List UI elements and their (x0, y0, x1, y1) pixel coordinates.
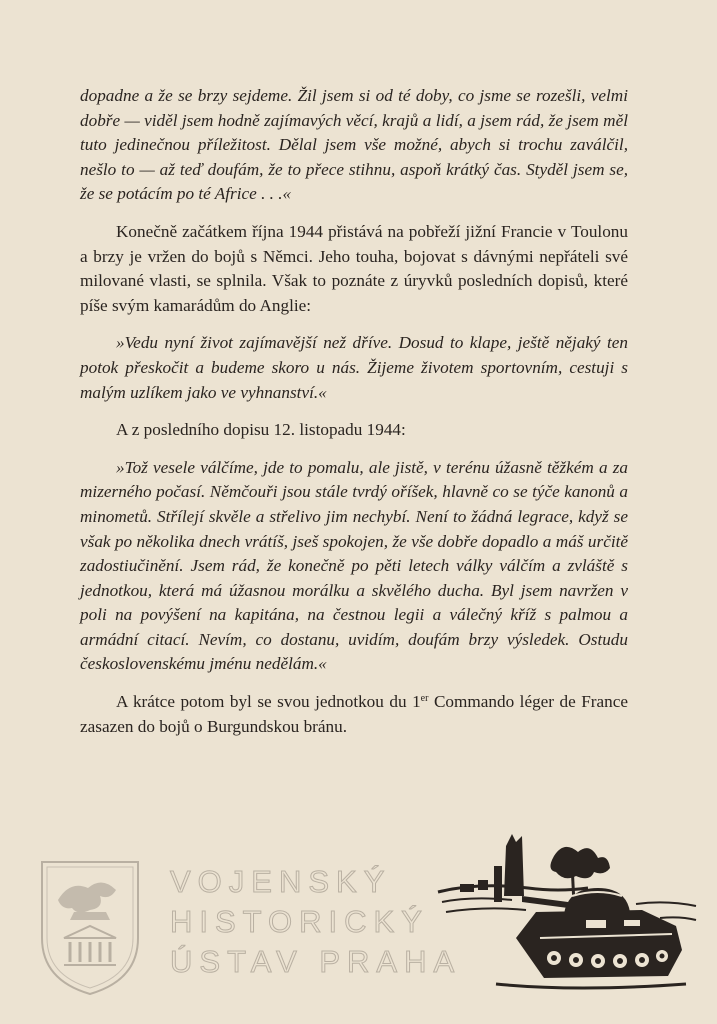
institute-crest-icon (38, 858, 142, 998)
watermark-line-1: VOJENSKÝ (170, 864, 392, 899)
watermark-text (170, 862, 461, 982)
tank-illustration-icon (436, 826, 698, 996)
paragraph-3: »Vedu nyní život zajímavější než dříve. Dosud to klape, ještě nějaký ten potok přeskočit a budeme skoro u nás. Žijeme životem sportovním, cestuji s malým uzlíkem jako ve vyhnanství.« (80, 333, 628, 402)
paragraph-6-after: Commando léger de France zasazen do bojů o Burgundskou bránu. (80, 692, 629, 736)
paragraph-6 (80, 690, 628, 739)
paragraph-6-before: A krátce potom byl se svou jednotkou du 1 (116, 692, 421, 712)
paragraph-5: »Tož vesele válčíme, jde to pomalu, ale jistě, v terénu úžasně těžkém a za mizerného počasí. Němčouři jsou stále tvrdý oříšek, hlavně co se týče kanonů a minometů. Střílejí skvěle a střelivo jim nechybí. Není to žádná legrace, když se však po několika dnech vrátíš, jseš spokojen, že vše dobře dopadlo a máš určitě zadostiučinění. Jsem rád, že konečně po pěti letech války válčím a zvláště s jednotkou, která má úžasnou morálku a skvělého ducha. Byl jsem navržen v poli na povýšení na kapitána, na čestnou legii a válečný kříž s palmou a armádní citací. Nevím, co dostanu, uvidím, doufám brzy výsledek. Ostudu československému jménu nedělám.« (80, 457, 628, 674)
paragraph-4: A z posledního dopisu 12. listopadu 1944: (116, 420, 406, 440)
body-text (80, 84, 628, 739)
watermark-line-2: HISTORICKÝ (170, 904, 429, 939)
watermark-line-3: ÚSTAV PRAHA (170, 944, 462, 979)
paragraph-2: Konečně začátkem října 1944 přistává na pobřeží jižní Francie v Toulonu a brzy je vržen do bojů s Němci. Jeho touha, bojovat s dávnými nepřáteli své milované vlasti, se splnila. Však to poznáte z úryvků posledních dopisů, které píše svým kamarádům do Anglie: (80, 221, 628, 315)
paragraph-6-superscript: er (420, 693, 429, 705)
paragraph-1: dopadne a že se brzy sejdeme. Žil jsem si od té doby, co jsme se rozešli, velmi dobře — viděl jsem hodně zajímavých věcí, krajů a lidí, a jsem rád, že jsem měl tuto jedinečnou příležitost. Dělal jsem vše možné, abych si trochu zaválčil, nešlo to — až teď doufám, že to přece stihnu, aspoň krátký čas. Styděl jsem se, že se potácím po té Africe . . .« (80, 86, 628, 204)
